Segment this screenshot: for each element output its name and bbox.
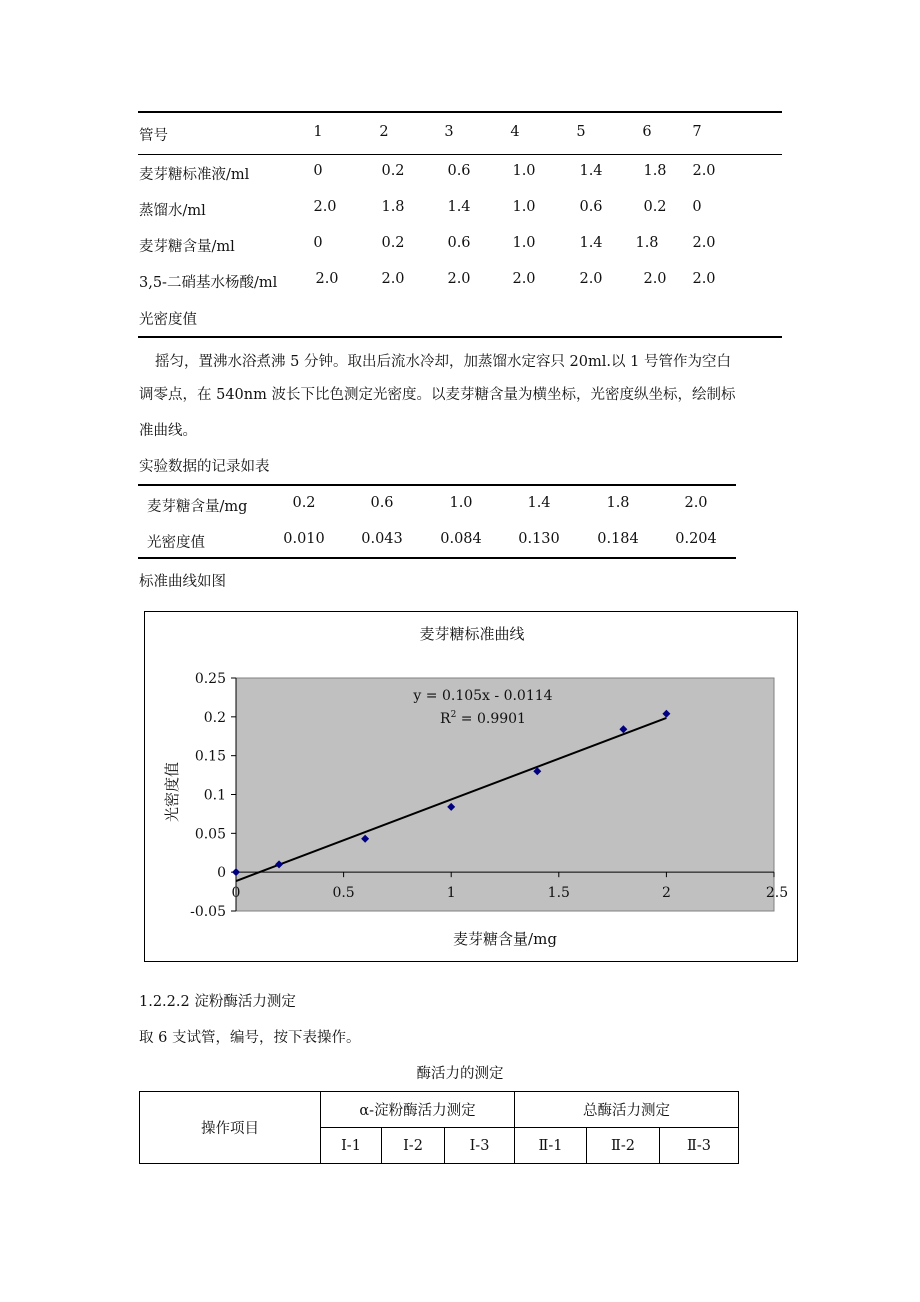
r-squared-value: = 0.9901 [456, 711, 526, 727]
table-cell: 2.0 [684, 495, 708, 511]
table-header-cell: 1 [313, 124, 323, 140]
chart-frame [144, 611, 798, 962]
table-sub-header: Ⅰ-1 [321, 1128, 382, 1164]
table-cell: 2.0 [692, 163, 716, 179]
table-cell: 1.8 [635, 235, 659, 251]
y-tick-labels [190, 671, 226, 920]
table-cell: 0 [313, 163, 323, 179]
table-title: 酶活力的测定 [416, 1066, 504, 1082]
table-group-header: α-淀粉酶活力测定 [321, 1092, 515, 1128]
table-cell: 2.0 [692, 271, 716, 287]
table-cell: 2.0 [512, 271, 536, 287]
table-row-label: 麦芽糖标准液/ml [139, 167, 250, 183]
chart-title: 麦芽糖标准曲线 [419, 625, 525, 643]
table-cell: 1.8 [643, 163, 667, 179]
r-squared-superscript: 2 [450, 710, 457, 720]
enzyme-activity-table [139, 1091, 739, 1164]
table-cell: 1.4 [447, 199, 471, 215]
table-cell: 0.2 [643, 199, 667, 215]
table-header-cell: 6 [642, 124, 652, 140]
table-cell: 2.0 [313, 199, 337, 215]
y-tick-label: 0 [217, 865, 226, 882]
table-row-label: 麦芽糖含量/mg [147, 499, 248, 515]
table-row-label: 光密度值 [139, 312, 197, 328]
x-tick-label: 2.5 [765, 885, 789, 902]
table-cell: 0.2 [381, 235, 405, 251]
table-cell: 1.8 [606, 495, 630, 511]
y-tick-label: 0.25 [194, 671, 226, 687]
table-cell: 0.2 [292, 495, 316, 511]
table-cell: 2.0 [315, 271, 339, 287]
r-squared-symbol: R [440, 711, 451, 727]
table-sub-header: Ⅰ-3 [445, 1128, 515, 1164]
table-sub-header: Ⅱ-1 [515, 1128, 587, 1164]
y-tick-label: 0.1 [203, 787, 226, 804]
table-cell: 0 [692, 199, 702, 215]
paragraph-line: 准曲线。 [139, 423, 197, 439]
table-top-rule [138, 111, 782, 113]
x-tick-label: 1.5 [547, 885, 570, 902]
table-cell: 0.6 [370, 495, 394, 511]
x-tick-label: 2 [661, 885, 671, 902]
table-cell: 1.0 [449, 495, 473, 511]
table-cell: 2.0 [579, 271, 603, 287]
table-cell: 2.0 [692, 235, 716, 251]
table-cell: 0.204 [675, 531, 717, 547]
section-instruction: 取 6 支试管，编号，按下表操作。 [139, 1030, 361, 1046]
table-row-label: 麦芽糖含量/ml [139, 239, 235, 255]
table-cell: 2.0 [643, 271, 667, 287]
table-header-cell: 5 [576, 124, 586, 140]
table-cell: 1.0 [512, 199, 536, 215]
table-sub-header: Ⅰ-2 [382, 1128, 445, 1164]
table-header-cell: 7 [692, 124, 702, 140]
table-cell: 0.6 [447, 163, 471, 179]
paragraph-line: 调零点，在 540nm 波长下比色测定光密度。以麦芽糖含量为横坐标，光密度纵坐标，绘制标 [139, 387, 736, 403]
table-bottom-rule [138, 336, 782, 338]
table-cell: 1.4 [579, 163, 603, 179]
table-cell: 0.084 [440, 531, 482, 547]
table-header-cell: 3 [444, 124, 454, 140]
table-sub-header: Ⅱ-2 [587, 1128, 660, 1164]
table-header-rule [138, 154, 782, 155]
table-cell: 0.6 [579, 199, 603, 215]
table-cell: 1.0 [512, 235, 536, 251]
standard-curve-chart [145, 612, 797, 961]
table-cell: 0.6 [447, 235, 471, 251]
table-cell: 1.8 [381, 199, 405, 215]
table-header-cell: 4 [510, 124, 520, 140]
x-tick-label: 0.5 [332, 885, 355, 902]
table-sub-header: Ⅱ-3 [660, 1128, 739, 1164]
y-axis-label: 光密度值 [163, 761, 181, 823]
x-axis-label: 麦芽糖含量/mg [453, 930, 557, 948]
table-cell: 1.4 [527, 495, 551, 511]
table-top-rule [138, 484, 736, 486]
table-header-cell: 操作项目 [140, 1092, 321, 1164]
paragraph-line: 摇匀，置沸水浴煮沸 5 分钟。取出后流水冷却，加蒸馏水定容只 20ml.以 1 号管作为空白 [155, 354, 731, 370]
x-tick-label: 0 [231, 885, 241, 902]
table-row-label: 蒸馏水/ml [139, 203, 206, 219]
table-cell: 1.4 [579, 235, 603, 251]
table-row-label: 光密度值 [147, 535, 205, 551]
x-tick-label: 1 [446, 885, 456, 902]
table-bottom-rule [138, 557, 736, 559]
table-cell: 0.043 [361, 531, 403, 547]
y-tick-label: 0.15 [194, 748, 226, 765]
table-cell: 0.184 [597, 531, 639, 547]
table-cell: 2.0 [447, 271, 471, 287]
trendline-equation: y = 0.105x - 0.0114 [413, 688, 553, 704]
table-cell: 2.0 [381, 271, 405, 287]
table-group-header: 总酶活力测定 [515, 1092, 739, 1128]
y-tick-label: -0.05 [190, 904, 226, 920]
curve-caption: 标准曲线如图 [139, 574, 226, 590]
table-cell: 1.0 [512, 163, 536, 179]
table-header-cell: 管号 [139, 128, 168, 144]
table-cell: 0.2 [381, 163, 405, 179]
table-row-label: 3,5-二硝基水杨酸/ml [139, 275, 278, 291]
table-cell: 0.130 [518, 531, 560, 547]
table-cell: 0 [313, 235, 323, 251]
table-header-cell: 2 [379, 124, 389, 140]
table-cell: 0.010 [283, 531, 325, 547]
section-heading: 1.2.2.2 淀粉酶活力测定 [139, 994, 296, 1010]
y-tick-label: 0.2 [203, 709, 226, 726]
y-tick-label: 0.05 [194, 826, 226, 843]
record-heading: 实验数据的记录如表 [139, 459, 270, 475]
